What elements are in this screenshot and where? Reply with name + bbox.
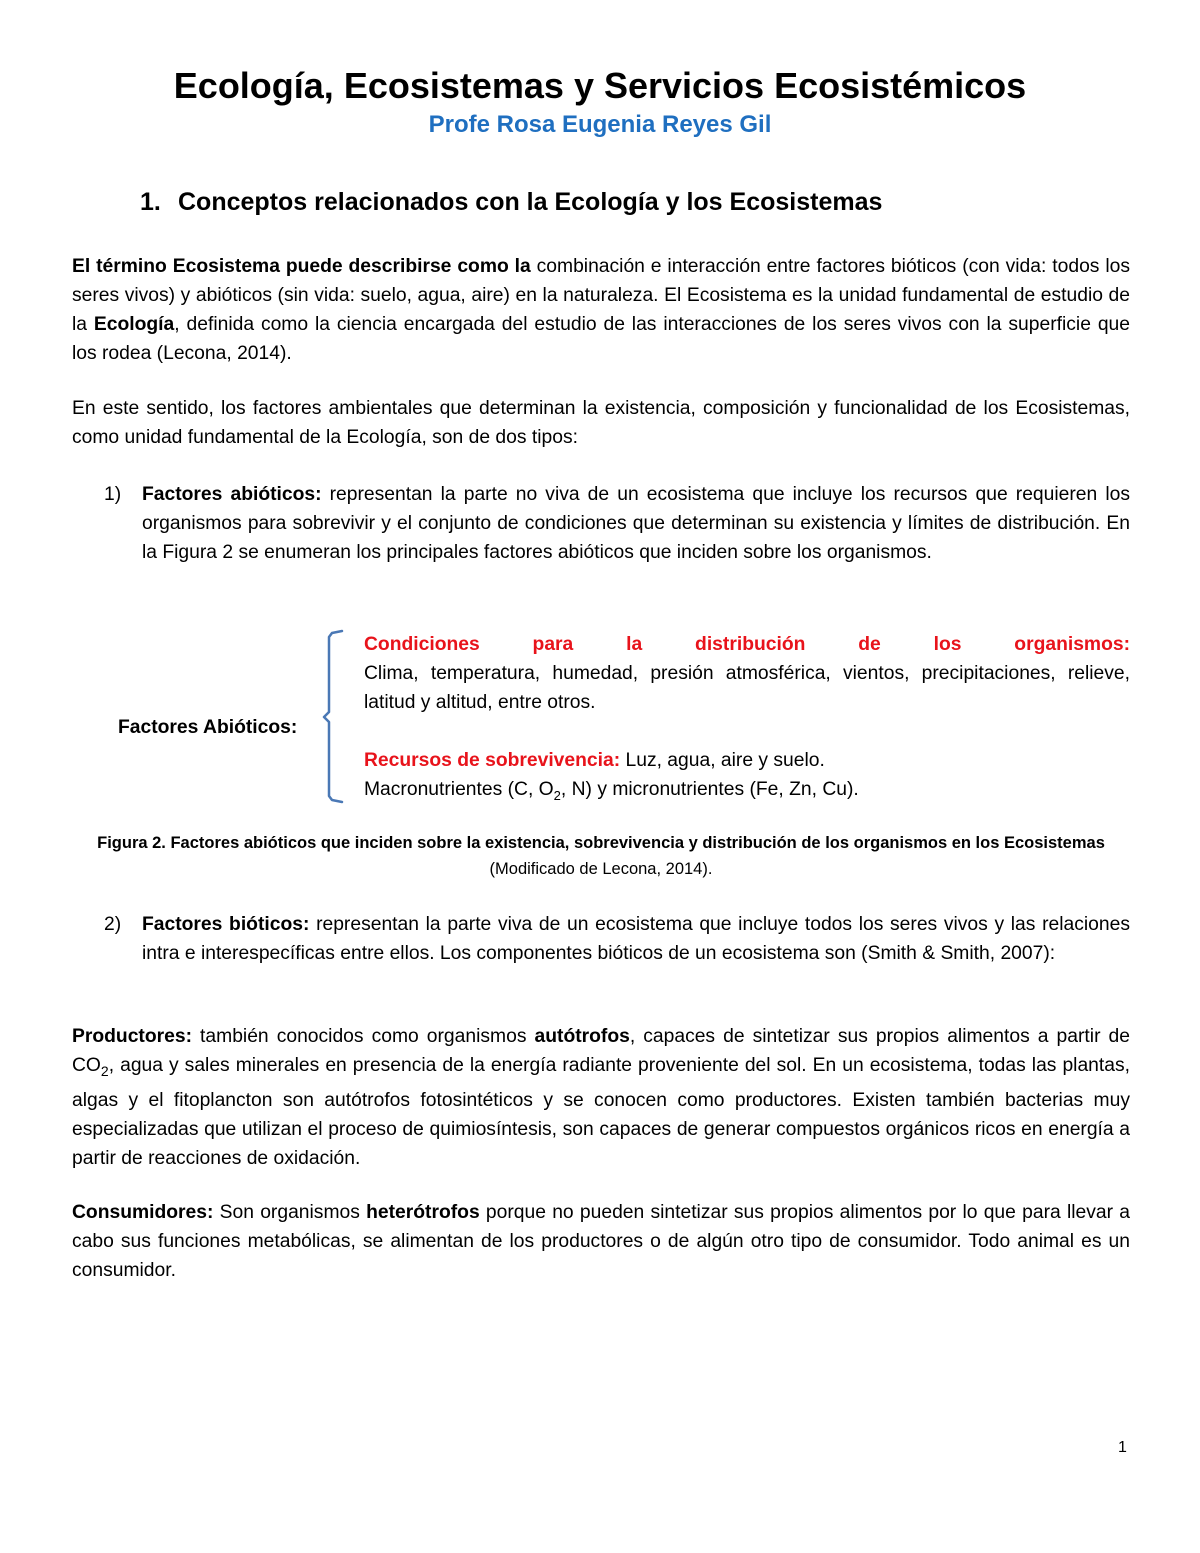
paragraph-productores — [72, 1022, 1130, 1173]
conditions-heading: Condiciones para la distribución de los organismos: — [364, 634, 1130, 655]
paragraph-text: , agua y sales minerales en presencia de la energía radiante proveniente del sol. En un ecosistema, todas las plantas, algas y el fitoplancton son autótrofos fotosintéticos y se conocen como productores. Existen también bacterias muy especializadas que utilizan el proceso de quimiosíntesis, son capaces de generar compuestos orgánicos ricos en energía a partir de reacciones de oxidación. — [72, 1055, 1130, 1169]
bold-lead: Productores: — [72, 1026, 192, 1047]
resources-line — [364, 746, 1130, 775]
nutrients-line — [364, 775, 1130, 810]
paragraph-factores: En este sentido, los factores ambientales que determinan la existencia, composición y funcionalidad de los Ecosistemas, como unidad fundamental de la Ecología, son de dos tipos: — [72, 398, 1130, 448]
document-title: Ecología, Ecosistemas y Servicios Ecosistémicos — [173, 65, 1027, 106]
figure-conditions-block — [364, 630, 1130, 717]
list-item-body — [142, 910, 1130, 968]
caption-bold: Figura 2. Factores abióticos que inciden sobre la existencia, sobrevivencia y distribución de los organismos en los Ecosistemas — [97, 834, 1105, 852]
curly-bracket — [318, 628, 354, 806]
paragraph-text: , definida como la ciencia encargada del estudio de las interacciones de los seres vivos con la superficie que los rodea (Lecona, 2014). — [72, 314, 1130, 364]
figure-caption — [72, 830, 1130, 882]
section-heading — [140, 184, 882, 220]
list-item-bioticos — [104, 910, 1130, 968]
bold-term: heterótrofos — [366, 1202, 480, 1223]
caption-text: (Modificado de Lecona, 2014). — [489, 860, 713, 878]
resources-text: Luz, agua, aire y suelo. — [620, 750, 825, 771]
section-title: Conceptos relacionados con la Ecología y los Ecosistemas — [178, 188, 883, 216]
bold-lead: Consumidores: — [72, 1202, 214, 1223]
bold-term: Factores bióticos: — [142, 914, 310, 935]
paragraph-consumidores — [72, 1198, 1130, 1285]
document-author: Profe Rosa Eugenia Reyes Gil — [428, 111, 772, 138]
paragraph-text: también conocidos como organismos — [192, 1026, 535, 1047]
paragraph-ecosistema — [72, 252, 1130, 368]
section-number: 1. — [140, 188, 161, 216]
paragraph-text: porque no pueden sintetizar sus propios alimentos por lo que para llevar a cabo sus funciones metabólicas, se alimentan de los productores o de algún otro tipo de consumidor. Todo animal es un consumidor. — [72, 1202, 1130, 1281]
paragraph-text: Son organismos — [213, 1202, 367, 1223]
bold-term: Ecología — [93, 314, 175, 335]
subscript: 2 — [100, 1062, 109, 1079]
list-marker: 1) — [104, 484, 122, 505]
list-item-text: representan la parte no viva de un ecosistema que incluye los recursos que requieren los organismos para sobrevivir y el conjunto de condiciones que determinan su existencia y límites de distribución. En la Figura 2 se enumeran los principales factores abióticos que inciden sobre los organismos. — [142, 484, 1130, 563]
list-item-abioticos — [104, 480, 1130, 567]
resources-heading: Recursos de sobrevivencia: — [364, 750, 621, 771]
list-item-body — [142, 480, 1130, 567]
paragraph-text: combinación e interacción entre factores bióticos (con vida: todos los seres vivos) y abióticos (sin vida: suelo, agua, aire) en la naturaleza. El Ecosistema es la unidad fundamental de estudio de la — [72, 256, 1130, 335]
list-item-text: representan la parte viva de un ecosistema que incluye todos los seres vivos y las relaciones intra e interespecíficas entre ellos. Los componentes bióticos de un ecosistema son (Smith & Smith, 2007): — [142, 914, 1130, 964]
page-number: 1 — [1118, 1439, 1127, 1456]
figure-resources-block — [364, 746, 1130, 810]
bold-term: Factores abióticos: — [142, 484, 322, 505]
subscript: 2 — [553, 787, 561, 803]
nutrients-text: Macronutrientes (C, O — [364, 779, 554, 800]
bold-term: autótrofos — [534, 1026, 630, 1047]
nutrients-text: , N) y micronutrientes (Fe, Zn, Cu). — [560, 779, 859, 800]
figure-left-label: Factores Abióticos: — [118, 717, 298, 738]
paragraph-text: , capaces de sintetizar sus propios alimentos a partir de CO — [72, 1026, 1130, 1076]
conditions-text: Clima, temperatura, humedad, presión atmosférica, vientos, precipitaciones, relieve, latitud y altitud, entre otros. — [364, 663, 1130, 713]
list-marker: 2) — [104, 914, 122, 935]
bold-lead: El término Ecosistema puede describirse como la — [72, 256, 531, 277]
